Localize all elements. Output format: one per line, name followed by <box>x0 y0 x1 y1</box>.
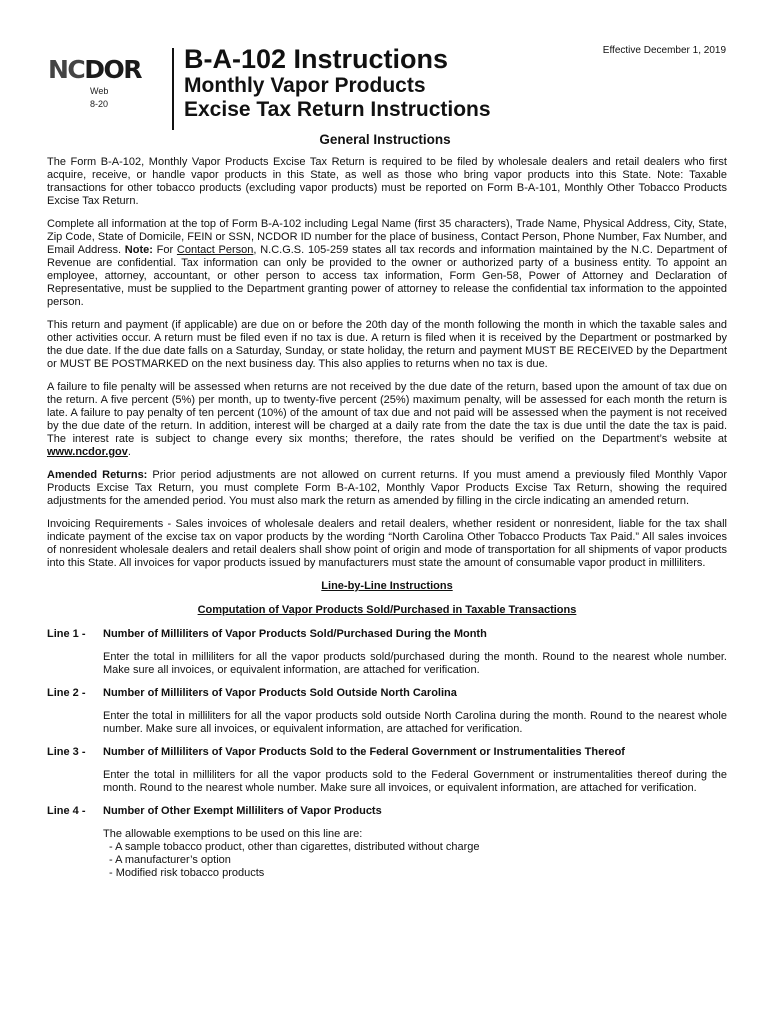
line-3-heading: Line 3 - Number of Milliliters of Vapor Products Sold to the Federal Government or Instrumentalities Thereof <box>47 746 625 758</box>
page-subtitle-line1: Monthly Vapor Products <box>184 74 426 97</box>
line-4-exemption-list <box>103 841 727 880</box>
line-1-body: Enter the total in milliliters for all the vapor products sold/purchased during the month. Round to the nearest whole number. Make sure all invoices, or equivalent information, are attached for verification. <box>103 651 727 676</box>
paragraph-amended-returns: Amended Returns: Prior period adjustments are not allowed on current returns. If you must amend a previously filed Monthly Vapor Products Excise Tax Return, you must complete Form B-A-102, Monthly Vapor Products Excise Tax Return, showing the required adjustments for the amended period. You must also mark the return as amended by filling in the circle indicating an amended return. <box>47 469 728 507</box>
general-instructions-heading: General Instructions <box>319 132 451 147</box>
contact-person-link[interactable]: Contact Person <box>176 244 254 256</box>
line-2-heading: Line 2 - Number of Milliliters of Vapor Products Sold Outside North Carolina <box>47 687 457 699</box>
title-block <box>184 44 491 122</box>
line-4-heading: Line 4 - Number of Other Exempt Milliliters of Vapor Products <box>47 805 382 817</box>
logo-wordmark: NCDOR <box>48 55 142 84</box>
logo-web-label: Web <box>90 86 109 96</box>
line-3-body: Enter the total in milliliters for all the vapor products sold to the Federal Government or instrumentalities thereof during the month. Round to the nearest whole number. Make sure all invoices, or equivalent information, are attached for verification. <box>103 769 727 794</box>
list-item: - Modified risk tobacco products <box>109 867 265 879</box>
computation-heading: Computation of Vapor Products Sold/Purchased in Taxable Transactions <box>197 604 577 616</box>
page-subtitle-line2: Excise Tax Return Instructions <box>184 98 491 121</box>
paragraph-penalties: A failure to file penalty will be assessed when returns are not received by the due date of the return, based upon the amount of tax due on the return. A five percent (5%) per month, up to twenty-five percent (25%) maximum penalty, will be assessed for each month the return is late. A failure to pay penalty of ten percent (10%) of the amount of tax due and not paid will be assessed when the payment is not received by the due date of the return. In addition, interest will be charged at a daily rate from the date the tax is due until the date the tax is paid. The interest rate is subject to change every six months; therefore, the rates should be verified on the Department’s website at www.ncdor.gov. <box>47 381 727 458</box>
list-item: - A manufacturer’s option <box>109 854 231 866</box>
line-1-heading: Line 1 - Number of Milliliters of Vapor Products Sold/Purchased During the Month <box>47 628 487 640</box>
paragraph-invoicing-requirements: Invoicing Requirements - Sales invoices of wholesale dealers and retail dealers, whether resident or nonresident, liable for the tax shall indicate payment of the excise tax on vapor products by the wording “North Carolina Other Tobacco Products Tax Paid.” All sales invoices of nonresident wholesale dealers and retail dealers shall show point of origin and mode of transportation for all shipments of vapor products into this State. All invoices for vapor products issued by manufacturers must state the amount of consumable vapor product in milliliters. <box>47 518 727 569</box>
paragraph-due-date: This return and payment (if applicable) are due on or before the 20th day of the month following the month in which the taxable sales and other activities occur. A return must be filed even if no tax is due. A return is filed when it is received by the Department or postmarked by the due date. If the due date falls on a Saturday, Sunday, or state holiday, the return and payment MUST BE RECEIVED by the Department or MUST BE POSTMARKED on the next business day. This also applies to returns when no tax is due. <box>47 319 727 370</box>
logo-version: 8-20 <box>90 99 109 109</box>
page-title: B-A-102 Instructions <box>184 44 449 74</box>
paragraph-filing-requirement: The Form B-A-102, Monthly Vapor Products Excise Tax Return is required to be filed by wholesale dealers and retail dealers who first acquire, receive, or handle vapor products in this State, as well as those who bring vapor products into this State. Note: Taxable transactions for other tobacco products (excluding vapor products) must be reported on Form B-A-101, Monthly Other Tobacco Products Excise Tax Return. <box>47 156 727 207</box>
instructions-body <box>47 156 727 880</box>
amended-returns-label: Amended Returns: <box>47 469 148 481</box>
paragraph-complete-information: Complete all information at the top of Form B-A-102 including Legal Name (first 35 characters), Trade Name, Physical Address, City, State, Zip Code, State of Domicile, FEIN or SSN, NCDOR ID number for the place of business, Contact Person, Phone Number, Fax Number, and Email Address. Note: For Contact Person, N.C.G.S. 105-259 states all tax records and information maintained by the N.C. Department of Revenue are confidential. Tax information can only be provided to the owner or authorized party of a business entity. To appoint an employee, attorney, accountant, or other person to access tax information, Form Gen-58, Power of Attorney and Declaration of Representative, must be supplied to the Department granting power of attorney to release the confidential tax information to the appointed person. <box>47 218 727 308</box>
ncdor-website-link[interactable]: www.ncdor.gov <box>47 446 128 458</box>
line-by-line-heading: Line-by-Line Instructions <box>321 580 453 592</box>
line-4-body: The allowable exemptions to be used on this line are: <box>103 828 363 840</box>
ncdor-logo <box>48 56 158 110</box>
list-item: - A sample tobacco product, other than cigarettes, distributed without charge <box>109 841 480 853</box>
effective-date: Effective December 1, 2019 <box>602 45 726 56</box>
header-divider <box>172 48 174 130</box>
line-2-body: Enter the total in milliliters for all the vapor products sold outside North Carolina during the month. Round to the nearest whole number. Make sure all invoices, or equivalent information, are attached for verification. <box>103 710 727 735</box>
